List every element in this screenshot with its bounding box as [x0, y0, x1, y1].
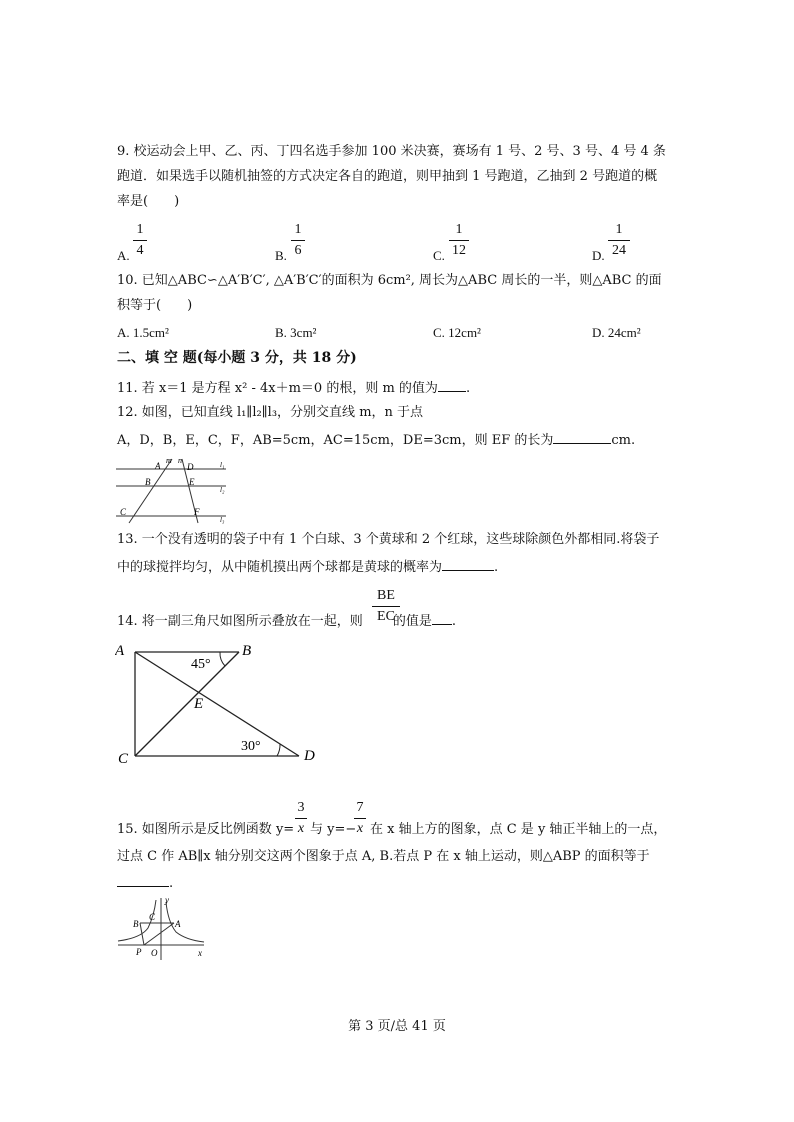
label-B: B [133, 919, 139, 929]
angle-arc-45 [220, 652, 225, 666]
page-footer: 第 3 页/总 41 页 [348, 1019, 446, 1034]
edge-CB [135, 652, 239, 756]
q15-post: 在 x 轴上方的图象，点 C 是 y 轴正半轴上的一点， [370, 822, 667, 837]
q13-end: . [494, 560, 499, 575]
q12-end: cm. [611, 433, 636, 448]
q15-pre: 15. 如图所示是反比例函数 y= [117, 822, 295, 837]
label-E: E [189, 477, 195, 487]
label-B: B [242, 643, 252, 659]
q11-text: 11. 若 x＝1 是方程 x² - 4x＋m＝0 的根，则 m 的值为 [117, 381, 438, 396]
q9-option-a-den: 4 [136, 243, 144, 258]
q9-option-d-num: 1 [615, 222, 623, 237]
fraction-bar [354, 818, 366, 819]
section-heading: 二、填 空 题(每小题 3 分，共 18 分) [117, 350, 357, 366]
q9-option-b-den: 6 [294, 243, 302, 258]
label-C: C [149, 912, 156, 922]
angle-label-30: 30° [241, 739, 261, 754]
q10-option-b: B. 3cm² [275, 325, 317, 340]
q9-option-a-fraction [133, 222, 147, 259]
q9-option-c-label: C. [433, 248, 445, 263]
label-n: n [178, 456, 182, 465]
curve-right [166, 902, 204, 942]
q12-parallel-lines-figure [114, 456, 234, 526]
label-E: E [194, 696, 204, 712]
label-A: A [115, 643, 125, 659]
q14-ratio-fraction [372, 588, 400, 625]
q15-line3 [117, 873, 173, 893]
q12-line1: 12. 如图，已知直线 l₁∥l₂∥l₃，分别交直线 m，n 于点 [117, 405, 424, 420]
q9-option-b-num: 1 [294, 222, 302, 237]
label-m: m [166, 456, 172, 465]
fraction-bar [295, 818, 307, 819]
angle-label-45: 45° [191, 657, 211, 672]
q13-line2 [117, 557, 498, 577]
q9-option-d-den: 24 [612, 243, 626, 258]
q9-option-a-label: A. [117, 248, 130, 263]
label-C: C [118, 751, 129, 767]
q12-answer-blank [553, 430, 611, 444]
q12-line2 [117, 430, 635, 450]
q10-line2: 积等于( ) [117, 298, 193, 313]
q9-option-d-fraction [608, 222, 630, 259]
q14-text: 14. 将一副三角尺如图所示叠放在一起，则 [117, 614, 363, 629]
q10-line1: 10. 已知△ABC∽△A′B′C′, △A′B′C′的面积为 6cm², 周长为△ABC 周长的一半，则△ABC 的面 [117, 273, 662, 288]
fraction-bar [449, 240, 469, 241]
q10-option-d: D. 24cm² [592, 325, 641, 340]
q9-line3: 率是( ) [117, 194, 180, 209]
q9-option-a-num: 1 [136, 222, 144, 237]
angle-arc-30 [277, 744, 280, 756]
q9-line1: 9. 校运动会上甲、乙、丙、丁四名选手参加 100 米决赛，赛场有 1 号、2 号、3 号、4 号 4 条 [117, 144, 666, 159]
fraction-bar [133, 240, 147, 241]
q9-option-b-fraction [291, 222, 305, 259]
q11-end: . [465, 381, 471, 396]
label-A: A [155, 461, 161, 471]
q15-end: . [169, 876, 174, 891]
q14-answer-blank [432, 611, 452, 625]
q9-option-c-fraction [449, 222, 469, 259]
edge-AD [135, 652, 299, 756]
q15-frac1-den: x [297, 821, 305, 836]
label-x: x [198, 948, 202, 958]
label-D: D [304, 748, 315, 764]
label-y: y [165, 895, 169, 905]
q9-option-c-num: 1 [455, 222, 463, 237]
q9-line2: 跑道．如果选手以随机抽签的方式决定各自的跑道，则甲抽到 1 号跑道，乙抽到 2 号跑道的概 [117, 169, 658, 184]
q14-frac-den: EC [377, 609, 395, 624]
fraction-bar [372, 606, 400, 607]
q9-option-d-label: D. [592, 248, 605, 263]
q12-text: A，D，B，E，C，F，AB=5cm，AC=15cm，DE=3cm，则 EF 的长为 [117, 433, 554, 448]
label-l2: l₂ [220, 486, 225, 494]
q11-answer-blank [438, 378, 466, 392]
q14-frac-num: BE [377, 588, 395, 603]
q13-text: 中的球搅拌均匀，从中随机摸出两个球都是黄球的概率为 [117, 560, 443, 575]
label-C: C [120, 507, 127, 517]
label-l3: l₃ [220, 516, 225, 524]
label-F: F [194, 507, 200, 517]
label-B: B [145, 477, 151, 487]
label-D: D [187, 462, 194, 472]
q15-hyperbola-figure [116, 894, 208, 962]
q10-option-c: C. 12cm² [433, 325, 481, 340]
q15-line2: 过点 C 作 AB∥x 轴分别交这两个图象于点 A, B.若点 P 在 x 轴上运动，则△ABP 的面积等于 [117, 849, 650, 864]
label-l1: l₁ [220, 461, 225, 469]
q13-line1: 13. 一个没有透明的袋子中有 1 个白球、3 个黄球和 2 个红球，这些球除颜色外都相同.将袋子 [117, 532, 660, 547]
q15-answer-blank [117, 873, 169, 887]
q15-frac2-den: x [356, 821, 364, 836]
label-A: A [175, 919, 181, 929]
q15-frac1-num: 3 [297, 800, 305, 815]
q13-answer-blank [442, 557, 494, 571]
fraction-bar [608, 240, 630, 241]
q14-triangles-figure [115, 638, 325, 770]
q10-option-a: A. 1.5cm² [117, 325, 169, 340]
q15-mid: 与 y=− [310, 822, 357, 837]
q14-end: . [451, 614, 456, 629]
q14-line [117, 611, 456, 631]
label-P: P [136, 947, 142, 957]
q15-frac2-num: 7 [356, 800, 364, 815]
q9-option-c-den: 12 [452, 243, 466, 258]
q15-fraction-1 [295, 800, 307, 837]
q11-line [117, 378, 470, 398]
label-O: O [151, 948, 158, 958]
fraction-bar [291, 240, 305, 241]
q14-after: 的值是 [392, 614, 432, 629]
q9-option-b-label: B. [275, 248, 287, 263]
